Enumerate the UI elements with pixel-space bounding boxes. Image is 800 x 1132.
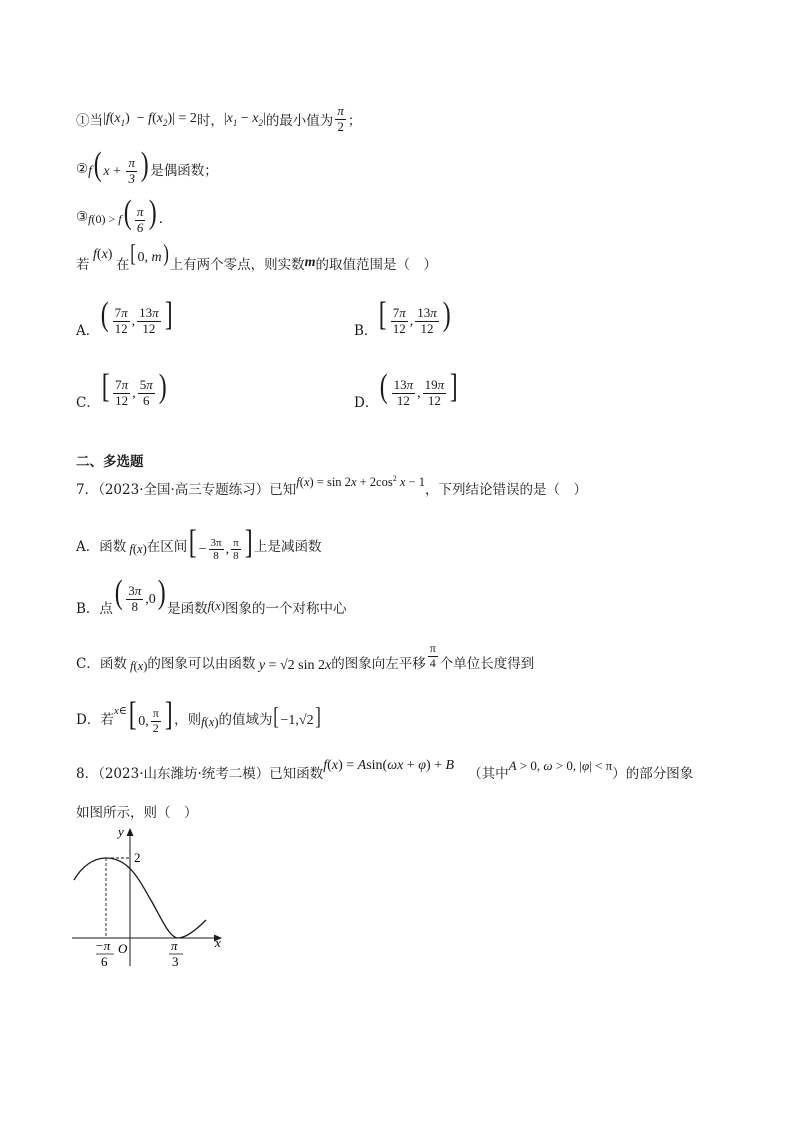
q7-b-c: 图象的一个对称中心 — [224, 600, 347, 617]
right-tick-denominator: 3 — [172, 954, 179, 969]
q6-option-a[interactable] — [76, 296, 174, 339]
y-axis-label: y — [118, 824, 124, 839]
q7-c-function: y = √2 sin 2x — [255, 658, 332, 674]
condition-3-prefix: ③ — [76, 208, 89, 225]
q7-b-point: ( $\frac{3\pi}{8}$ ,0) — [114, 574, 166, 615]
q7-a-b: 在区间 — [146, 539, 188, 556]
condition-2 — [76, 146, 218, 187]
q6-option-b-interval: [ $\frac{7\pi}{12}$ , $\frac{13\pi}{12}$ ) — [379, 296, 451, 337]
q6-stem-b: 在 — [115, 257, 130, 273]
condition-1 — [76, 104, 361, 135]
question-8-stem-2 — [76, 801, 198, 821]
origin-label: O — [118, 941, 128, 956]
q7-option-b[interactable] — [76, 574, 347, 617]
q6-option-b-label: B． — [354, 322, 378, 339]
q7-c-c: 的图象向左平移 — [331, 656, 426, 673]
q7-d-interval: [ 0, $\frac{\pi}{2}$ ] — [128, 696, 173, 736]
q7-b-fx: f(x) — [207, 599, 225, 614]
sine-curve — [74, 858, 206, 938]
q7-d-range: [−1,√2] — [273, 704, 321, 731]
condition-1-prefix: ①当 — [76, 113, 103, 130]
q7-stem-b: ，下列结论错误的是（ ） — [424, 482, 587, 498]
q7-a-c: 上是减函数 — [253, 539, 322, 556]
q7-b-a: B．点 — [76, 600, 113, 617]
x-axis-label: x — [215, 935, 221, 950]
q7-d-x-in: x∈ — [113, 704, 127, 717]
q6-stem-a: 若 — [76, 257, 90, 273]
condition-1-fraction: $\frac{\pi}{2}$ — [337, 103, 344, 134]
q6-option-b[interactable] — [354, 296, 452, 339]
q7-c-b: 的图象可以由函数 — [147, 656, 256, 673]
q7-d-a: D．若 — [76, 712, 114, 729]
q6-option-d-label: D． — [354, 394, 379, 411]
q7-c-shift: $\frac{\pi}{4}$ — [429, 641, 436, 670]
condition-1-mid: 时， — [196, 113, 224, 130]
q8-conditions: A > 0, ω > 0, |φ| < π — [508, 758, 613, 773]
q6-option-c-interval: [ $\frac{7\pi}{12}$ , $\frac{5\pi}{6}$ ) — [101, 368, 167, 409]
q6-option-d-interval: ( $\frac{13\pi}{12}$ , $\frac{19\pi}{12}$ ] — [380, 368, 458, 409]
q6-option-a-interval: ( $\frac{7\pi}{12}$ , $\frac{13\pi}{12}$ ] — [100, 296, 173, 337]
condition-1-semicolon: ； — [347, 113, 362, 130]
q6-interval: [0, m) — [130, 241, 169, 267]
right-tick-numerator: π — [171, 938, 178, 953]
q6-stem-c: 上有两个零点，则实数 — [169, 257, 305, 273]
q7-a-a: A．函数 — [76, 539, 127, 556]
condition-2-equation: f( x + $\frac{\pi}{3}$ ) — [88, 146, 149, 187]
q7-stem-a: 7．（2023·全国·高三专题练习）已知 — [76, 482, 297, 498]
q6-fx: f(x) — [89, 247, 113, 262]
left-tick-denominator: 6 — [101, 954, 108, 969]
q8-function: f(x) = Asin(ωx + φ) + B — [323, 758, 455, 773]
q7-a-interval: [ − $\frac{3\pi}{8}$ , $\frac{\pi}{8}$ ] — [188, 524, 253, 563]
y-axis-arrow — [127, 828, 134, 836]
condition-1-end: 的最小值为 — [265, 113, 334, 130]
question-7-stem — [76, 473, 587, 498]
q6-option-c[interactable] — [76, 368, 168, 411]
left-tick-numerator: −π — [95, 938, 111, 953]
question-8-stem — [76, 758, 694, 782]
section-2-title: 二、多选题 — [76, 454, 144, 470]
condition-3-end: ． — [158, 210, 173, 227]
q7-b-b: 是函数 — [167, 600, 208, 617]
q7-a-fx: f(x) — [126, 541, 147, 556]
condition-2-prefix: ② — [76, 160, 89, 177]
q8-stem-d: 如图所示，则（ ） — [76, 805, 198, 821]
condition-1-equation: $|f(x_1) - f(x_2)| = 2$ — [103, 111, 197, 128]
q7-option-d[interactable] — [76, 696, 322, 736]
question-6-stem — [76, 241, 437, 274]
condition-3 — [76, 194, 173, 236]
q6-option-c-label: C． — [76, 394, 100, 411]
q7-d-b: ，则 — [174, 712, 202, 729]
q6-m: m — [304, 255, 316, 270]
q7-c-a: C．函数 — [76, 656, 127, 673]
q6-option-d[interactable] — [354, 368, 460, 411]
q7-option-a[interactable] — [76, 524, 322, 563]
max-value-label: 2 — [134, 850, 141, 865]
q7-c-d: 个单位长度得到 — [439, 656, 535, 673]
q7-function: $f(x) = \sin 2x + 2\cos^2$ x − 1 — [296, 473, 425, 490]
q6-option-a-label: A． — [76, 322, 100, 339]
q6-stem-d: 的取值范围是（ ） — [315, 257, 437, 273]
q8-stem-c: ）的部分图象 — [612, 766, 694, 782]
q7-d-fx: f(x) — [201, 714, 219, 729]
condition-2-end: 是偶函数； — [150, 162, 218, 179]
q8-stem-a: 8．（2023·山东潍坊·统考二模）已知函数 — [76, 766, 324, 782]
condition-3-equation: f(0) > f( $\frac{\pi}{6}$ ) — [88, 194, 158, 235]
q8-stem-b: （其中 — [468, 766, 509, 782]
q7-option-c[interactable] — [76, 641, 535, 677]
q7-c-fx: f(x) — [126, 658, 148, 673]
q7-d-c: 的值域为 — [218, 712, 273, 729]
condition-1-abs: $|x_1 - x_2|$ — [223, 111, 266, 128]
q8-graph — [66, 822, 236, 972]
